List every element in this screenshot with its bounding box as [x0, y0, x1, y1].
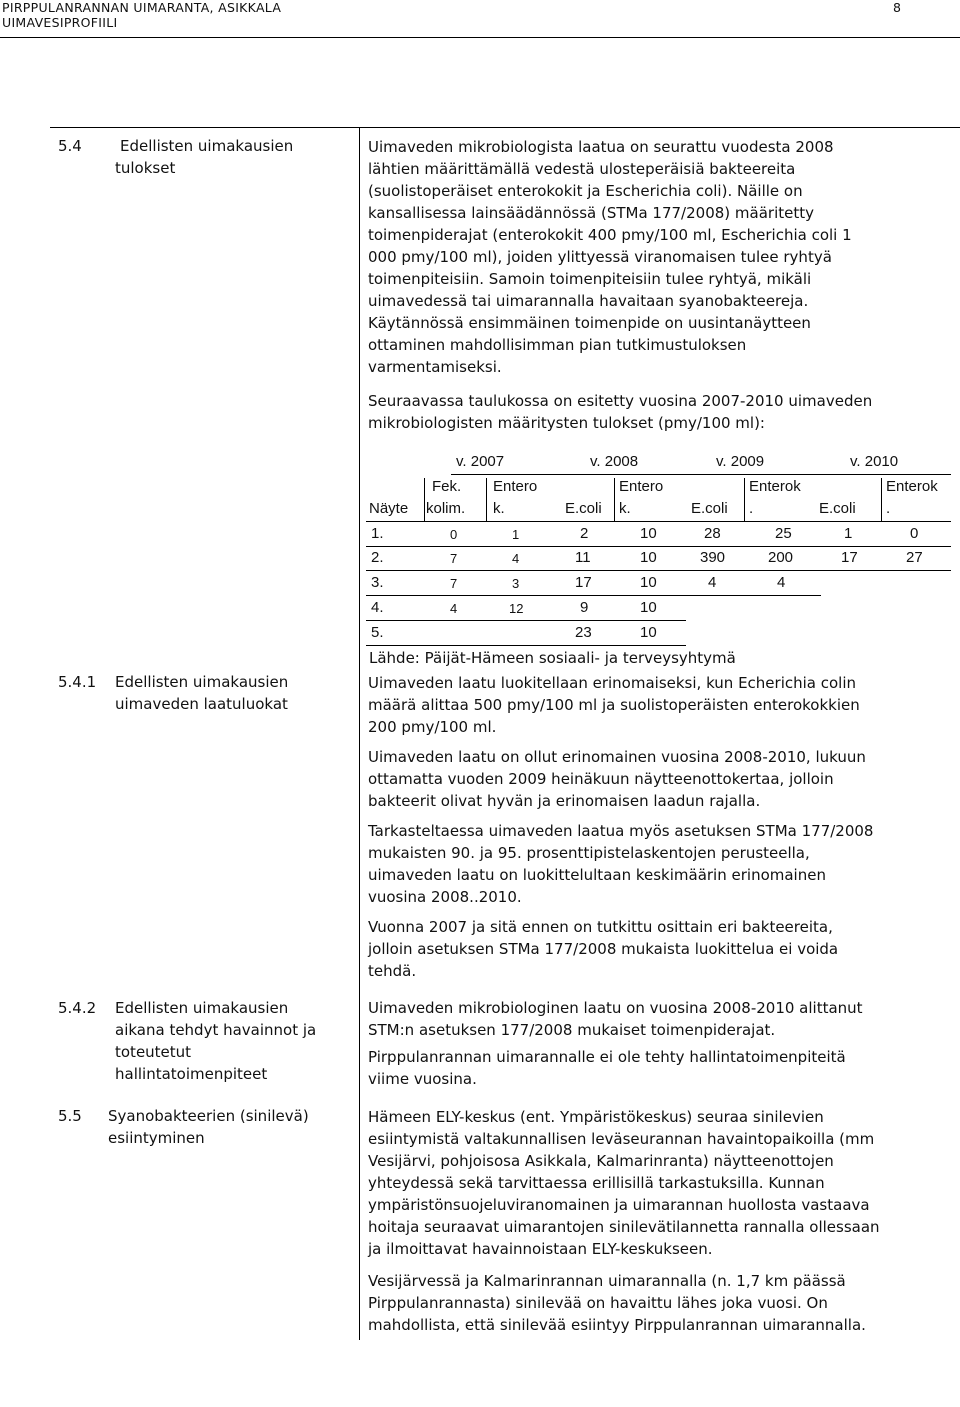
section-title-line: Syanobakteerien (sinilevä) [108, 1107, 309, 1125]
column-header: Näyte [369, 500, 409, 517]
table-source: Lähde: Päijät-Hämeen sosiaali- ja terveysyhtymä [369, 649, 736, 667]
column-header: Entero [619, 478, 664, 495]
page-number: 8 [893, 0, 901, 15]
table-cell: 1 [844, 525, 853, 542]
section-number: 5.4 [58, 137, 82, 155]
table-cell: 9 [580, 599, 589, 616]
section-number: 5.4.1 [58, 673, 97, 691]
table-vrule [486, 478, 487, 522]
table-cell: 7 [450, 576, 458, 591]
table-rule [366, 521, 951, 522]
section-title-line: tulokset [115, 159, 176, 177]
paragraph-management: Pirppulanrannan uimarannalle ei ole tehty hallintatoimenpiteitä viime vuosina. [368, 1048, 846, 1088]
section-title-line: uimaveden laatuluokat [115, 695, 288, 713]
table-vrule [424, 478, 425, 522]
table-rule [366, 620, 686, 621]
table-rule [366, 645, 686, 646]
table-cell: 3. [371, 574, 384, 591]
table-cell: 27 [906, 549, 923, 566]
table-cell: 12 [509, 601, 524, 616]
column-header: Fek. [432, 478, 462, 495]
table-cell: 10 [640, 549, 657, 566]
paragraph-quality-2008-2010: Uimaveden laatu on ollut erinomainen vuosina 2008-2010, lukuun ottamatta vuoden 2009 heinäkuun näytteenottokertaa, jolloin bakteerit olivat hyvän ja erinomaisen laadun rajalla. [368, 748, 866, 810]
table-rule [451, 474, 951, 475]
column-header: E.coli [819, 500, 856, 517]
table-rule [366, 595, 821, 596]
header-subtitle: UIMAVESIPROFIILI [2, 15, 118, 30]
column-header: Entero [493, 478, 538, 495]
table-cell: 0 [450, 527, 458, 542]
table-cell: 390 [700, 549, 726, 566]
header-title: PIRPPULANRANNAN UIMARANTA, ASIKKALA [2, 0, 282, 15]
table-vrule [881, 478, 882, 522]
column-header: E.coli [565, 500, 602, 517]
paragraph-table-intro: Seuraavassa taulukossa on esitetty vuosina 2007-2010 uimaveden mikrobiologisten määritysten tulokset (pmy/100 ml): [368, 392, 873, 432]
table-cell: 10 [640, 574, 657, 591]
column-header: Enterok [749, 478, 801, 495]
table-cell: 0 [910, 525, 919, 542]
year-header: v. 2009 [716, 453, 765, 470]
header-rule [0, 37, 960, 38]
table-cell: 4 [777, 574, 786, 591]
paragraph-cyanobacteria-occurrence: Vesijärvessä ja Kalmarinrannan uimarannalla (n. 1,7 km päässä Pirppulanrannasta) sinilevää on havaittu lähes joka vuosi. On mahdollista, että sinilevää esiintyy Pirppulanrannan uimarannalla. [368, 1272, 866, 1334]
section-title-line: Edellisten uimakausien [115, 999, 289, 1017]
year-header: v. 2010 [850, 453, 899, 470]
table-cell: 4 [708, 574, 717, 591]
table-vrule [614, 478, 615, 522]
year-header: v. 2008 [590, 453, 639, 470]
column-header: k. [619, 500, 631, 517]
table-cell: 5. [371, 624, 384, 641]
table-cell: 10 [640, 525, 657, 542]
section-title-line: Edellisten uimakausien [120, 137, 294, 155]
section-title-line: Edellisten uimakausien [115, 673, 289, 691]
section-rule [50, 127, 960, 128]
paragraph-percentile-assessment: Tarkasteltaessa uimaveden laatua myös asetuksen STMa 177/2008 mukaisten 90. ja 95. prosenttipistelaskentojen perusteella, uimaveden laatu on luokittelultaan keskimäärin erinomainen vuosina 2008..2010. [368, 822, 874, 906]
table-cell: 3 [512, 576, 520, 591]
column-header: . [886, 500, 891, 517]
table-cell: 25 [775, 525, 792, 542]
year-header: v. 2007 [456, 453, 505, 470]
column-header: E.coli [691, 500, 728, 517]
table-cell: 4. [371, 599, 384, 616]
section-title-line: toteutetut [115, 1043, 192, 1061]
table-vrule [744, 478, 745, 522]
table-cell: 2. [371, 549, 384, 566]
column-divider [359, 127, 360, 1340]
table-cell: 23 [575, 624, 592, 641]
paragraph-2007-note: Vuonna 2007 ja sitä ennen on tutkittu osittain eri bakteereita, jolloin asetuksen STMa 177/2008 mukaista luokittelua ei voida tehdä. [368, 918, 839, 980]
section-title-line: hallintatoimenpiteet [115, 1065, 268, 1083]
table-cell: 28 [704, 525, 721, 542]
section-title-line: esiintyminen [108, 1129, 205, 1147]
paragraph-classification: Uimaveden laatu luokitellaan erinomaiseksi, kun Echerichia colin määrä alittaa 500 pmy/100 ml ja suolistoperäisten enterokokkien 200 pmy/100 ml. [368, 674, 860, 736]
table-cell: 11 [575, 549, 591, 566]
paragraph-monitoring-intro: Uimaveden mikrobiologista laatua on seurattu vuodesta 2008 lähtien määrittämällä vedestä ulosteperäisiä bakteereita (suolistoperäiset enterokokit ja Escherichia coli). Näille on kansallisessa lainsäädännössä (STMa 177/2008) määritetty toimenpiderajat (enterokokit 400 pmy/100 ml, Escherichia coli 1 000 pmy/100 ml), joiden ylittyessä viranomaisen tulee ryhtyä toimenpiteisiin. Samoin toimenpiteisiin tulee ryhtyä, mikäli uimavedessä tai uimarannalla havaitaan syanobakteereja. Käytännössä ensimmäinen toimenpide on uusintanäytteen ottaminen mahdollisimman pian tutkimustuloksen varmentamiseksi. [368, 138, 852, 376]
table-cell: 10 [640, 624, 657, 641]
table-cell: 1. [371, 525, 384, 542]
section-number: 5.4.2 [58, 999, 97, 1017]
table-cell: 17 [575, 574, 592, 591]
section-number: 5.5 [58, 1107, 82, 1125]
table-cell: 4 [450, 601, 458, 616]
paragraph-cyanobacteria-monitoring: Hämeen ELY-keskus (ent. Ympäristökeskus) seuraa sinilevien esiintymistä valtakunnallisen leväseurannan havaintopaikoilla (mm Vesijärvi, pohjoisosa Asikkala, Kalmarinranta) näytteenottojen yhteydessä sekä tarvittaessa erillisillä tarkastuksilla. Kunnan ympäristönsuojeluviranomainen ja uimarannan huollosta vastaava hoitaja seuraavat uimarantojen sinilevätilannetta rannalla ollessaan ja ilmoittavat havainnoistaan ELY-keskukseen. [368, 1108, 880, 1258]
table-cell: 200 [768, 549, 794, 566]
table-cell: 7 [450, 551, 458, 566]
paragraph-limits: Uimaveden mikrobiologinen laatu on vuosina 2008-2010 alittanut STM:n asetuksen 177/2008 mukaiset toimenpiderajat. [368, 999, 863, 1039]
section-title-line: aikana tehdyt havainnot ja [115, 1021, 317, 1039]
table-cell: 1 [512, 527, 520, 542]
column-header: . [749, 500, 754, 517]
column-header: Enterok [886, 478, 938, 495]
table-cell: 10 [640, 599, 657, 616]
table-rule [366, 570, 951, 571]
column-header: k. [493, 500, 505, 517]
table-cell: 2 [580, 525, 589, 542]
table-cell: 4 [512, 551, 520, 566]
column-header: kolim. [426, 500, 466, 517]
table-cell: 17 [841, 549, 858, 566]
table-rule [366, 546, 951, 547]
